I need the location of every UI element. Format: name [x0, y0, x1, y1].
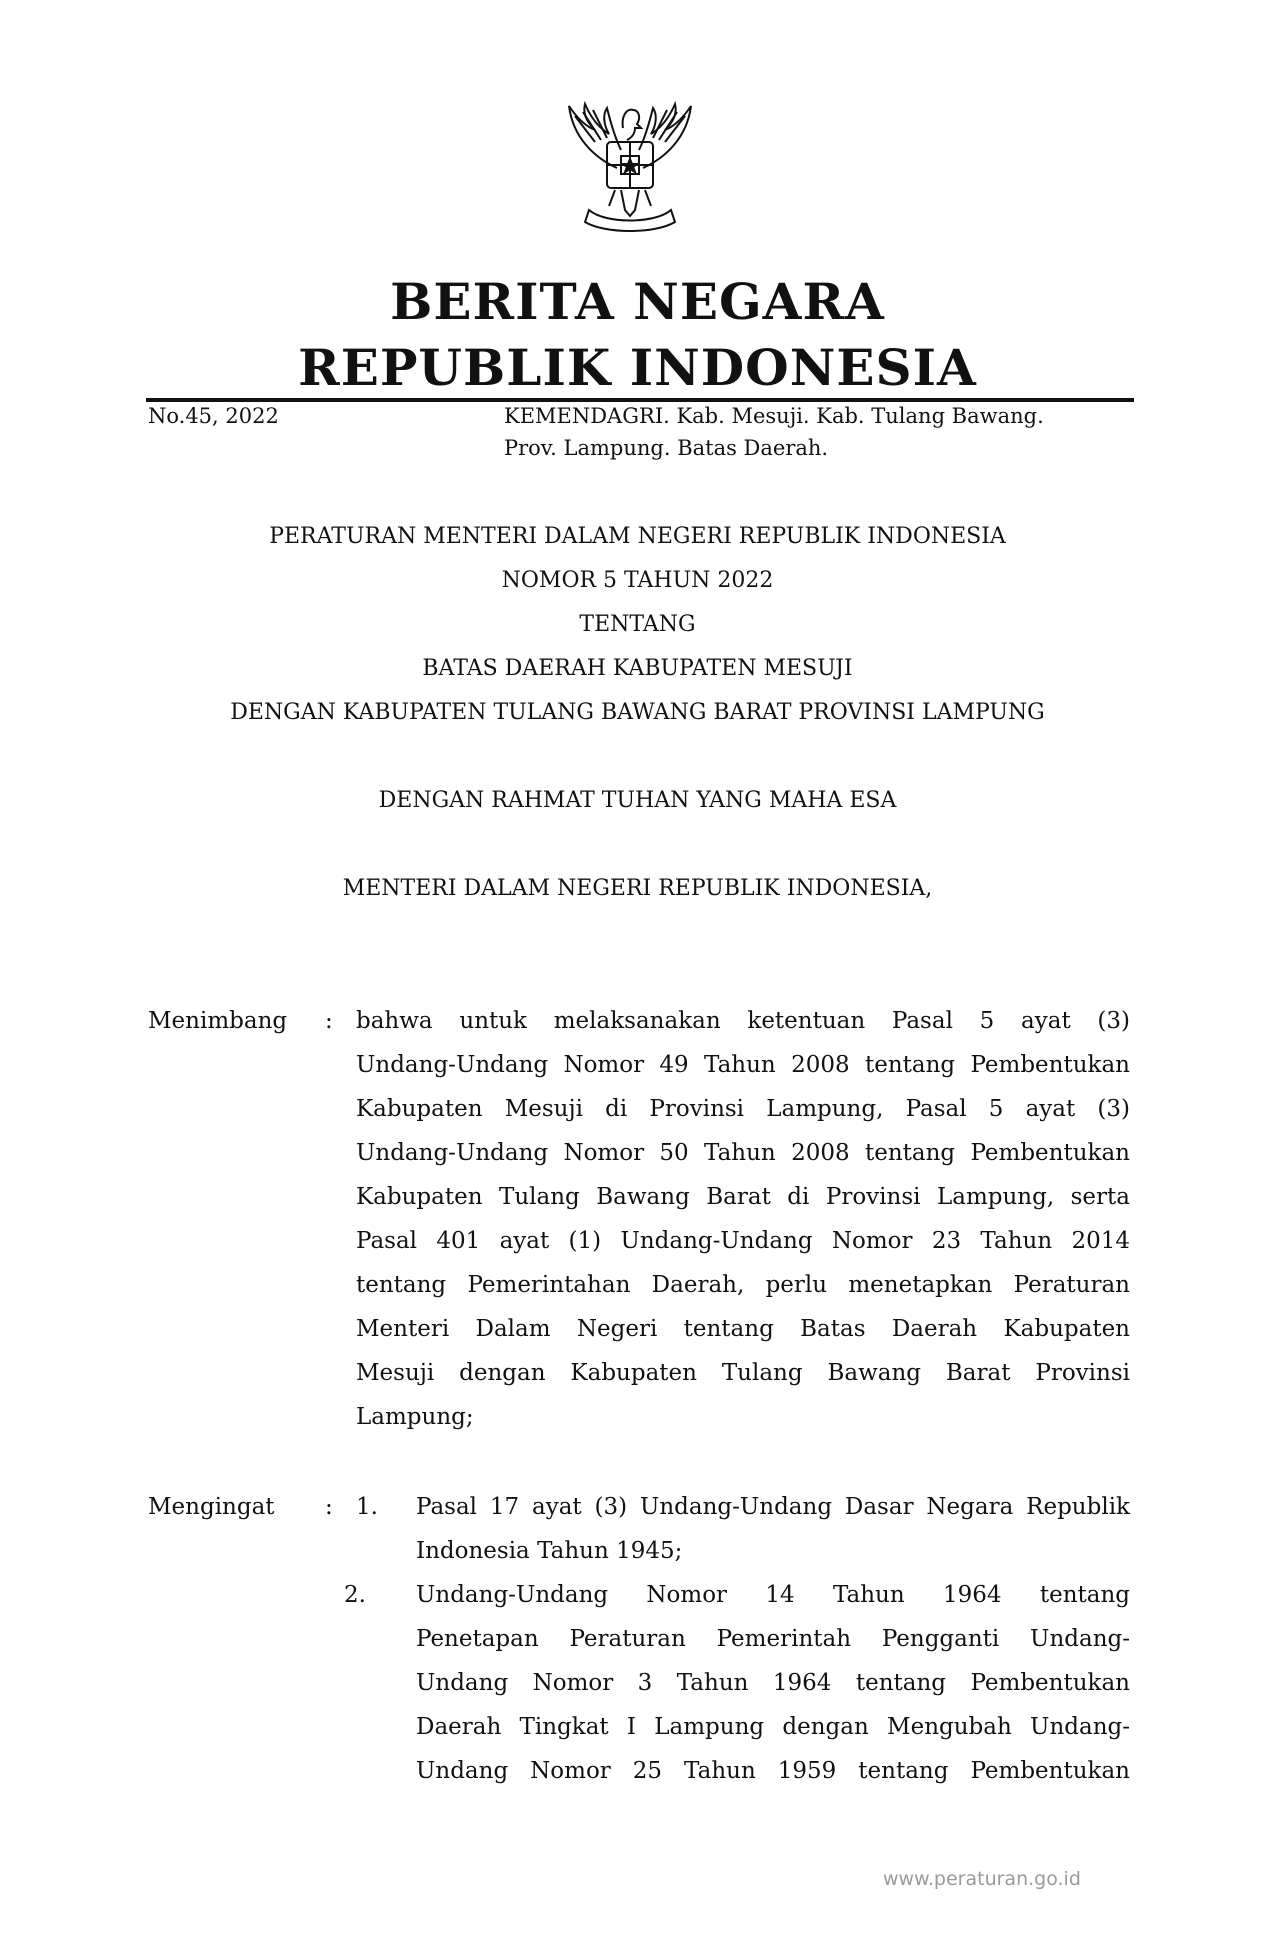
menimbang-label: Menimbang — [148, 1008, 288, 1034]
gazette-number: No.45, 2022 — [148, 404, 279, 428]
gazette-subject-line2: Prov. Lampung. Batas Daerah. — [504, 436, 829, 460]
text-line: bahwa untuk melaksanakan ketentuan Pasal 5 ayat (3) — [356, 1008, 1130, 1034]
mengingat-label: Mengingat — [148, 1494, 275, 1520]
masthead-title-line1: BERITA NEGARA — [390, 272, 885, 331]
menimbang-colon: : — [325, 1008, 333, 1034]
regulation-subject-line2: DENGAN KABUPATEN TULANG BAWANG BARAT PROVINSI LAMPUNG — [230, 700, 1045, 725]
text-line: Undang Nomor 25 Tahun 1959 tentang Pembentukan — [416, 1758, 1130, 1784]
mengingat-item-1-number: 1. — [356, 1494, 378, 1520]
text-line: Undang-Undang Nomor 50 Tahun 2008 tentang Pembentukan — [356, 1140, 1130, 1166]
footer-website: www.peraturan.go.id — [883, 1868, 1081, 1890]
garuda-emblem-icon — [555, 98, 705, 238]
regulation-authority: MENTERI DALAM NEGERI REPUBLIK INDONESIA, — [342, 876, 933, 901]
text-line: Pasal 17 ayat (3) Undang-Undang Dasar Negara Republik — [416, 1494, 1130, 1520]
text-line: Pasal 401 ayat (1) Undang-Undang Nomor 23 Tahun 2014 — [356, 1228, 1130, 1254]
regulation-number: NOMOR 5 TAHUN 2022 — [501, 568, 774, 593]
text-line: Undang Nomor 3 Tahun 1964 tentang Pembentukan — [416, 1670, 1130, 1696]
text-line: Lampung; — [356, 1404, 474, 1430]
text-line: Menteri Dalam Negeri tentang Batas Daerah Kabupaten — [356, 1316, 1130, 1342]
mengingat-item-2-number: 2. — [344, 1582, 366, 1608]
regulation-about: TENTANG — [579, 612, 696, 637]
text-line: Penetapan Peraturan Pemerintah Pengganti Undang- — [416, 1626, 1130, 1652]
regulation-preamble: DENGAN RAHMAT TUHAN YANG MAHA ESA — [378, 788, 897, 813]
text-line: Undang-Undang Nomor 14 Tahun 1964 tentang — [416, 1582, 1130, 1608]
regulation-subject-line1: BATAS DAERAH KABUPATEN MESUJI — [422, 656, 853, 681]
text-line: Mesuji dengan Kabupaten Tulang Bawang Barat Provinsi — [356, 1360, 1130, 1386]
header-divider — [146, 398, 1134, 402]
mengingat-colon: : — [325, 1494, 333, 1520]
text-line: tentang Pemerintahan Daerah, perlu menetapkan Peraturan — [356, 1272, 1130, 1298]
gazette-subject-line1: KEMENDAGRI. Kab. Mesuji. Kab. Tulang Bawang. — [504, 404, 1044, 428]
masthead-title-line2: REPUBLIK INDONESIA — [298, 338, 977, 397]
text-line: Daerah Tingkat I Lampung dengan Mengubah Undang- — [416, 1714, 1130, 1740]
text-line: Kabupaten Tulang Bawang Barat di Provinsi Lampung, serta — [356, 1184, 1130, 1210]
text-line: Undang-Undang Nomor 49 Tahun 2008 tentang Pembentukan — [356, 1052, 1130, 1078]
text-line: Indonesia Tahun 1945; — [416, 1538, 683, 1564]
regulation-title: PERATURAN MENTERI DALAM NEGERI REPUBLIK INDONESIA — [269, 524, 1006, 549]
text-line: Kabupaten Mesuji di Provinsi Lampung, Pasal 5 ayat (3) — [356, 1096, 1130, 1122]
